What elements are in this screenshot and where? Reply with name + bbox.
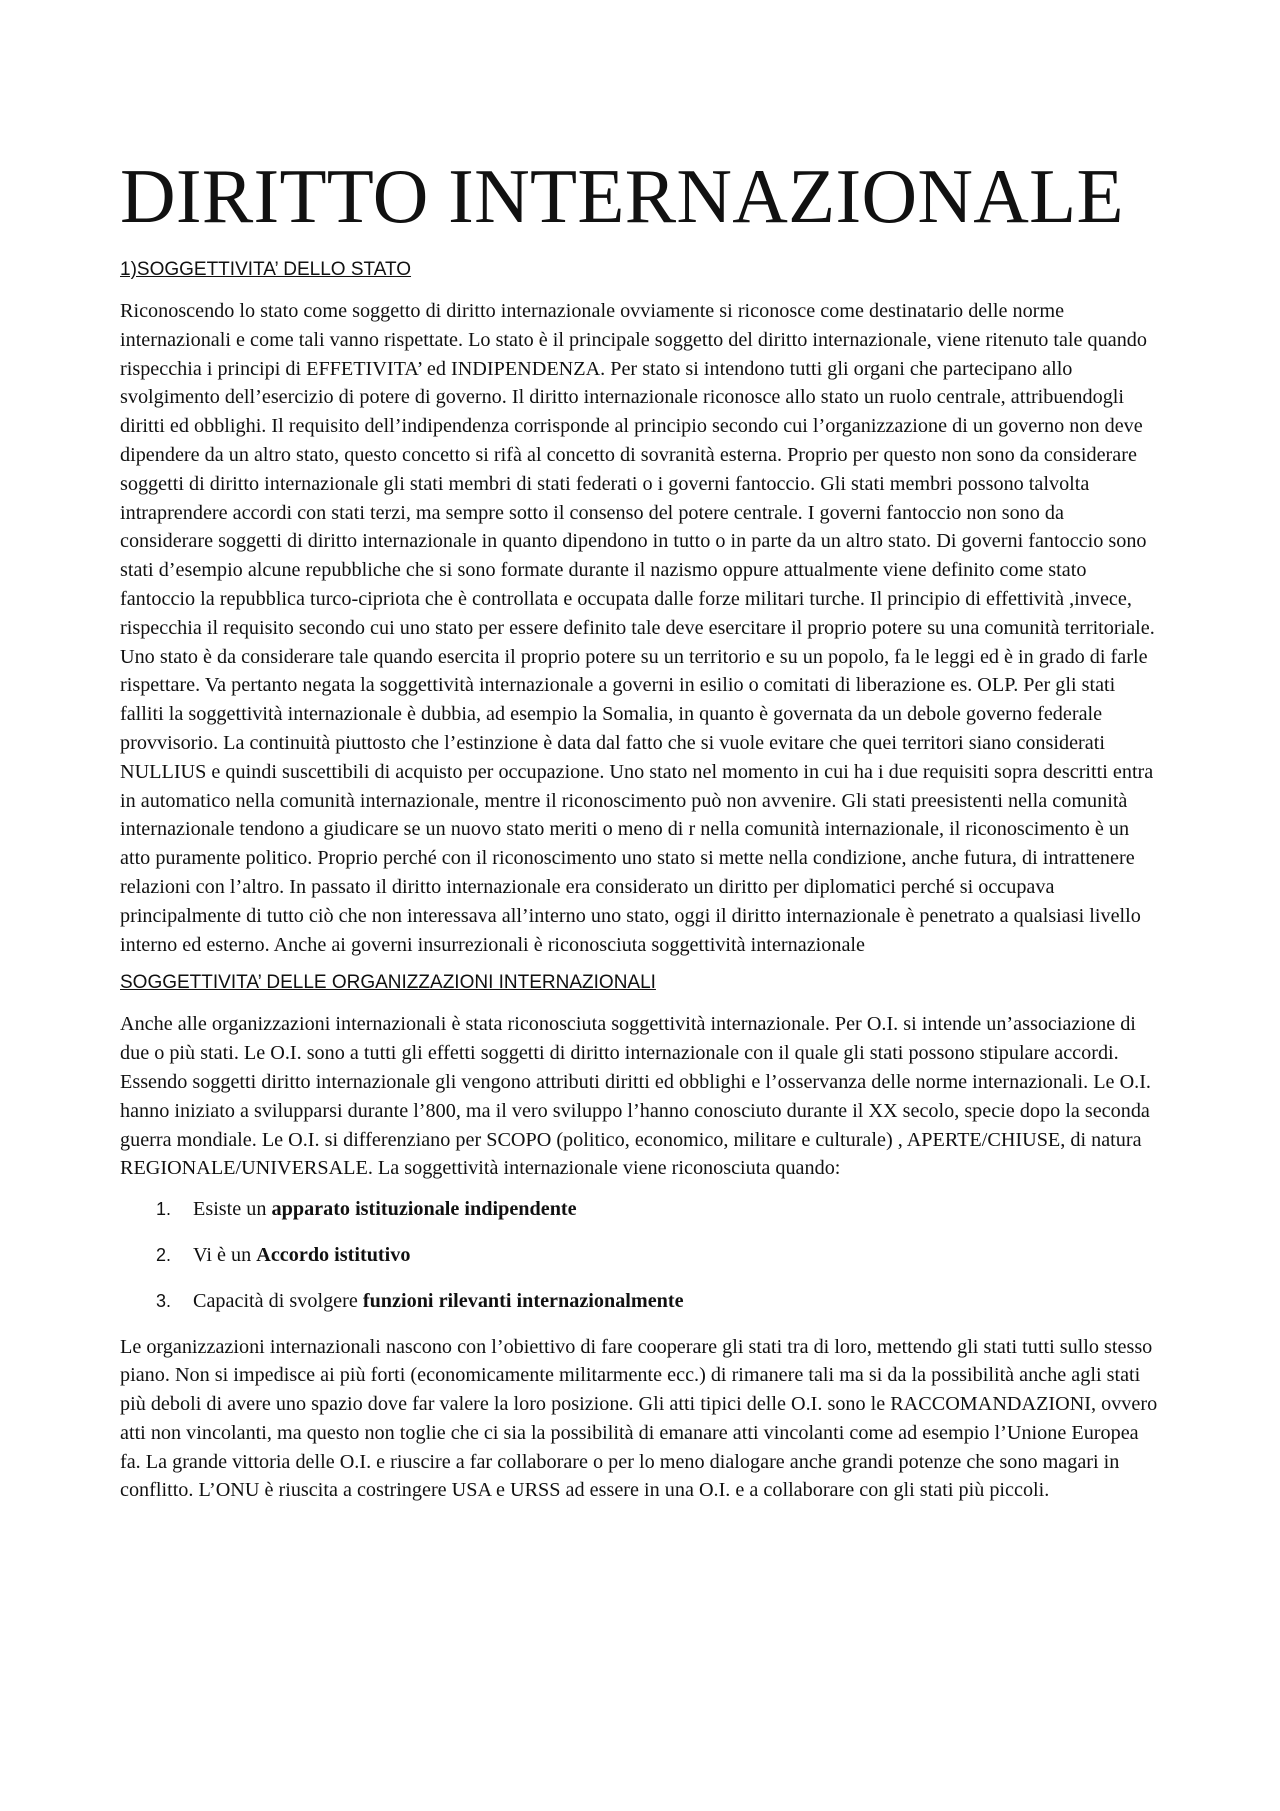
list-item-bold-text: Accordo istitutivo: [256, 1243, 411, 1266]
list-number: 3.: [156, 1290, 172, 1311]
list-item-prefix: Esiste un: [193, 1198, 272, 1221]
list-item-text: [193, 1241, 410, 1270]
list-item-prefix: Capacità di svolgere: [193, 1289, 363, 1312]
list-item-prefix: Vi è un: [193, 1243, 257, 1266]
requirements-list: [120, 1195, 1160, 1315]
document-content: [120, 150, 1160, 1517]
section-heading-international-organizations: SOGGETTIVITA’ DELLE ORGANIZZAZIONI INTERNAZIONALI: [120, 972, 656, 994]
section-heading-state: 1)SOGGETTIVITA’ DELLO STATO: [120, 259, 412, 280]
list-item-bold-text: apparato istituzionale indipendente: [271, 1198, 577, 1221]
list-item-text: [193, 1195, 577, 1224]
list-item: [120, 1241, 1160, 1270]
list-item-bold-text: funzioni rilevanti internazionalmente: [362, 1289, 684, 1312]
document-title: DIRITTO INTERNAZIONALE: [120, 153, 1124, 239]
list-item: [120, 1195, 1160, 1224]
list-number: 2.: [156, 1244, 172, 1265]
list-item: [120, 1287, 1160, 1316]
paragraph-organizations-cooperation: Le organizzazioni internazionali nascono con l’obiettivo di fare cooperare gli stati tra di loro, mettendo gli stati tutti sullo stesso piano. Non si impedisce ai più forti (economicamente militarmente ecc.) di rimanere tali ma si da la possibilità anche agli stati più deboli di avere uno spazio dove far valere la loro posizione. Gli atti tipici delle O.I. sono le RACCOMANDAZIONI, ovvero atti non vincolanti, ma questo non toglie che ci sia la possibilità di emanare atti vincolanti come ad esempio l’Unione Europea fa. La grande vittoria delle O.I. e riuscire a far collaborare o per lo meno dialogare anche grandi potenze che sono magari in conflitto. L’ONU è riuscita a costringere USA e URSS ad essere in una O.I. e a collaborare con gli stati più piccoli.: [120, 1335, 1158, 1502]
list-number: 1.: [156, 1199, 172, 1220]
paragraph-organizations-intro: Anche alle organizzazioni internazionali è stata riconosciuta soggettività internazionale. Per O.I. si intende un’associazione di due o più stati. Le O.I. sono a tutti gli effetti soggetti di diritto internazionale con il quale gli stati possono stipulare accordi. Essendo soggetti diritto internazionale gli vengono attributi diritti ed obblighi e l’osservanza delle norme internazionali. Le O.I. hanno iniziato a svilupparsi durante l’800, ma il vero sviluppo l’hanno conosciuto durante il XX secolo, specie dopo la seconda guerra mondiale. Le O.I. si differenziano per SCOPO (politico, economico, militare e culturale) , APERTE/CHIUSE, di natura REGIONALE/UNIVERSALE. La soggettività internazionale viene riconosciuta quando:: [120, 1013, 1151, 1180]
paragraph-state-subjectivity: Riconoscendo lo stato come soggetto di diritto internazionale ovviamente si riconosce come destinatario delle norme internazionali e come tali vanno rispettate. Lo stato è il principale soggetto del diritto internazionale, viene ritenuto tale quando rispecchia i principi di EFFETIVITA’ ed INDIPENDENZA. Per stato si intendono tutti gli organi che partecipano allo svolgimento dell’esercizio di potere di governo. Il diritto internazionale riconosce allo stato un ruolo centrale, attribuendogli diritti ed obblighi. Il requisito dell’indipendenza corrisponde al principio secondo cui l’organizzazione di un governo non deve dipendere da un altro stato, questo concetto si rifà al concetto di sovranità esterna. Proprio per questo non sono da considerare soggetti di diritto internazionale gli stati membri di stati federati o i governi fantoccio. Gli stati membri possono talvolta intraprendere accordi con stati terzi, ma sempre sotto il consenso del potere centrale. I governi fantoccio non sono da considerare soggetti di diritto internazionale in quanto dipendono in tutto o in parte da un altro stato. Di governi fantoccio sono stati d’esempio alcune repubbliche che si sono formate durante il nazismo oppure attualmente viene definito come stato fantoccio la repubblica turco-cipriota che è controllata e occupata dalle forze militari turche. Il principio di effettività ,invece, rispecchia il requisito secondo cui uno stato per essere definito tale deve esercitare il proprio potere su una comunità territoriale. Uno stato è da considerare tale quando esercita il proprio potere su un territorio e su un popolo, fa le leggi ed è in grado di farle rispettare. Va pertanto negata la soggettività internazionale a governi in esilio o comitati di liberazione es. OLP. Per gli stati falliti la soggettività internazionale è dubbia, ad esempio la Somalia, in quanto è governata da un debole governo federale provvisorio. La continuità piuttosto che l’estinzione è data dal fatto che si vuole evitare che quei territori siano considerati NULLIUS e quindi suscettibili di acquisto per occupazione. Uno stato nel momento in cui ha i due requisiti sopra descritti entra in automatico nella comunità internazionale, mentre il riconoscimento può non avvenire. Gli stati preesistenti nella comunità internazionale tendono a giudicare se un nuovo stato meriti o meno di r nella comunità internazionale, il riconoscimento è un atto puramente politico. Proprio perché con il riconoscimento uno stato si mette nella condizione, anche futura, di intrattenere relazioni con l’altro. In passato il diritto internazionale era considerato un diritto per diplomatici perché si occupava principalmente di tutto ciò che non interessava all’interno uno stato, oggi il diritto internazionale è penetrato a qualsiasi livello interno ed esterno. Anche ai governi insurrezionali è riconosciuta soggettività internazionale: [120, 300, 1155, 956]
list-item-text: [193, 1287, 684, 1316]
